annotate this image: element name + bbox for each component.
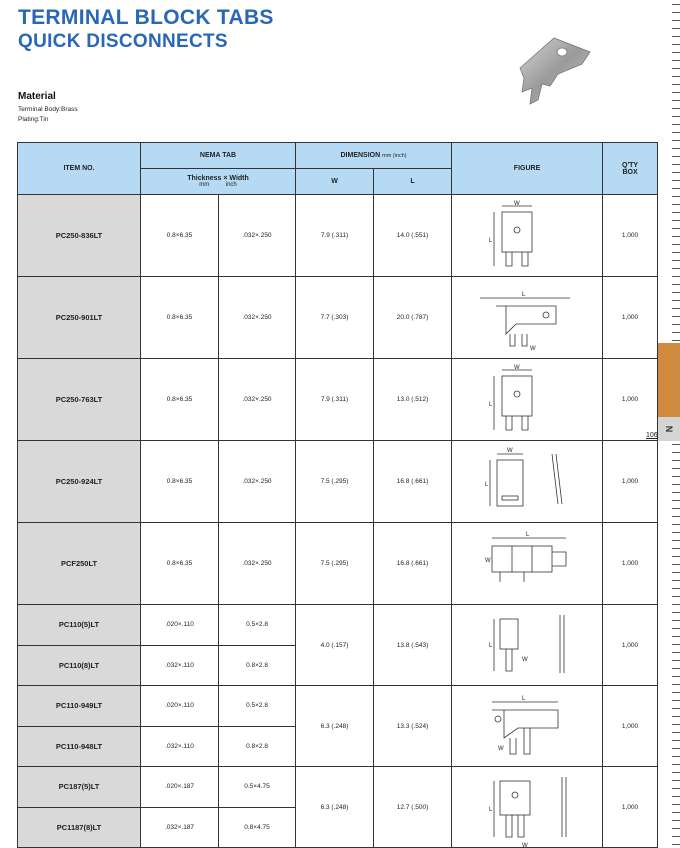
ruler-tick	[672, 492, 680, 493]
terminal-drawing	[452, 686, 602, 766]
item-no: PC110(5)LT	[18, 605, 141, 646]
ruler-tick	[672, 612, 680, 613]
ruler-tick	[672, 636, 680, 637]
dim-w: 7.5 (.295)	[296, 441, 374, 523]
svg-text:W: W	[514, 364, 520, 371]
table-row	[18, 767, 658, 808]
ruler-tick	[672, 740, 680, 741]
nema-inch: .020×.110	[141, 686, 219, 727]
nema-inch: .032×.250	[219, 523, 296, 605]
nema-inch: .032×.250	[219, 277, 296, 359]
ruler-tick	[672, 676, 680, 677]
header-figure: FIGURE	[452, 143, 603, 195]
qty-box: 1,000	[603, 605, 658, 686]
ruler-tick	[672, 564, 680, 565]
ruler-tick	[672, 36, 680, 37]
svg-text:L: L	[489, 237, 493, 244]
table-row	[18, 686, 658, 727]
nema-inch: .032×.110	[141, 645, 219, 686]
ruler-tick	[672, 692, 680, 693]
nema-inch: .032×.187	[141, 807, 219, 848]
dim-l: 14.0 (.551)	[374, 195, 452, 277]
svg-text:W: W	[498, 746, 504, 752]
dim-w: 4.0 (.157)	[296, 605, 374, 686]
ruler-tick	[672, 796, 680, 797]
page-subtitle: QUICK DISCONNECTS	[18, 31, 228, 52]
figure-cell	[452, 605, 603, 686]
ruler-tick	[672, 212, 680, 213]
ruler-tick	[672, 452, 680, 453]
figure-cell	[452, 359, 603, 441]
dim-l: 13.8 (.543)	[374, 605, 452, 686]
item-no: PC110(8)LT	[18, 645, 141, 686]
item-no: PC110-949LT	[18, 686, 141, 727]
ruler-tick	[672, 500, 680, 501]
nema-inch: .032×.250	[219, 195, 296, 277]
nema-mm: 0.5×2.8	[219, 686, 296, 727]
table-row	[18, 195, 658, 277]
ruler-tick	[672, 652, 680, 653]
dim-l: 13.3 (.524)	[374, 686, 452, 767]
ruler-tick	[672, 684, 680, 685]
section-tab	[658, 343, 680, 417]
ruler-tick	[672, 276, 680, 277]
header-w: W	[296, 169, 374, 195]
nema-mm: 0.8×4.75	[219, 807, 296, 848]
ruler-tick	[672, 132, 680, 133]
ruler-tick	[672, 804, 680, 805]
dim-w: 7.5 (.295)	[296, 523, 374, 605]
table-row	[18, 277, 658, 359]
terminal-drawing	[452, 605, 602, 685]
ruler-tick	[672, 332, 680, 333]
page-number: 106	[646, 432, 658, 439]
section-letter: N	[658, 417, 680, 441]
ruler-tick	[672, 724, 680, 725]
item-no: PC110-948LT	[18, 726, 141, 767]
qty-box: 1,000	[603, 767, 658, 848]
ruler-tick	[672, 700, 680, 701]
ruler-tick	[672, 548, 680, 549]
terminal-drawing	[452, 526, 602, 602]
qty-box: 1,000	[603, 441, 658, 523]
header-nema-tab: NEMA TAB	[141, 143, 296, 169]
ruler-tick	[672, 524, 680, 525]
figure-cell	[452, 195, 603, 277]
ruler-tick	[672, 780, 680, 781]
table-row	[18, 605, 658, 646]
ruler-tick	[672, 244, 680, 245]
ruler-tick	[672, 460, 680, 461]
ruler-tick	[672, 620, 680, 621]
svg-text:L: L	[522, 696, 526, 702]
ruler-tick	[672, 76, 680, 77]
ruler-tick	[672, 44, 680, 45]
figure-cell	[452, 441, 603, 523]
dim-w: 6.3 (.248)	[296, 767, 374, 848]
qty-box: 1,000	[603, 359, 658, 441]
terminal-drawing	[452, 280, 602, 356]
ruler-tick	[672, 100, 680, 101]
ruler-tick	[672, 124, 680, 125]
ruler-tick	[672, 732, 680, 733]
item-no: PC1187(8)LT	[18, 807, 141, 848]
product-table	[17, 142, 658, 848]
nema-mm: 0.8×6.35	[141, 441, 219, 523]
ruler-tick	[672, 484, 680, 485]
ruler-tick	[672, 204, 680, 205]
ruler-tick	[672, 316, 680, 317]
ruler-tick	[672, 628, 680, 629]
ruler-tick	[672, 268, 680, 269]
item-no: PC250-924LT	[18, 441, 141, 523]
dim-l: 20.0 (.787)	[374, 277, 452, 359]
ruler-tick	[672, 716, 680, 717]
ruler-tick	[672, 108, 680, 109]
ruler-tick	[672, 196, 680, 197]
dim-w: 7.7 (.303)	[296, 277, 374, 359]
ruler-tick	[672, 324, 680, 325]
ruler-tick	[672, 668, 680, 669]
table-row	[18, 441, 658, 523]
terminal-drawing	[452, 198, 602, 274]
ruler-tick	[672, 572, 680, 573]
qty-box: 1,000	[603, 195, 658, 277]
nema-inch: .020×.187	[141, 767, 219, 808]
ruler-tick	[672, 516, 680, 517]
ruler-tick	[672, 4, 680, 5]
ruler-tick	[672, 300, 680, 301]
dim-l: 13.0 (.512)	[374, 359, 452, 441]
ruler-tick	[672, 140, 680, 141]
ruler-tick	[672, 116, 680, 117]
ruler-tick	[672, 52, 680, 53]
ruler-tick	[672, 164, 680, 165]
figure-cell	[452, 523, 603, 605]
ruler-tick	[672, 660, 680, 661]
ruler-tick	[672, 292, 680, 293]
svg-text:L: L	[489, 401, 493, 408]
ruler-tick	[672, 772, 680, 773]
ruler-tick	[672, 580, 680, 581]
ruler-tick	[672, 236, 680, 237]
ruler-tick	[672, 148, 680, 149]
dim-w: 6.3 (.248)	[296, 686, 374, 767]
nema-mm: 0.8×6.35	[141, 195, 219, 277]
ruler-tick	[672, 84, 680, 85]
svg-text:L: L	[526, 531, 530, 538]
svg-text:W: W	[530, 345, 536, 352]
page-title: TERMINAL BLOCK TABS	[18, 6, 274, 29]
item-no: PC187(5)LT	[18, 767, 141, 808]
svg-text:W: W	[522, 843, 528, 847]
nema-mm: 0.5×2.8	[219, 605, 296, 646]
nema-inch: .032×.250	[219, 441, 296, 523]
ruler-tick	[672, 220, 680, 221]
terminal-tab-photo	[492, 30, 612, 110]
header-dimension: DIMENSION mm (inch)	[296, 143, 452, 169]
ruler-tick	[672, 764, 680, 765]
ruler-tick	[672, 748, 680, 749]
ruler-tick	[672, 68, 680, 69]
nema-inch: .020×.110	[141, 605, 219, 646]
nema-mm: 0.8×6.35	[141, 359, 219, 441]
ruler-tick	[672, 532, 680, 533]
dim-l: 16.8 (.661)	[374, 441, 452, 523]
ruler-tick	[672, 92, 680, 93]
ruler-tick	[672, 444, 680, 445]
ruler-tick	[672, 508, 680, 509]
terminal-drawing	[452, 767, 602, 847]
item-no: PC250-836LT	[18, 195, 141, 277]
ruler-tick	[672, 60, 680, 61]
ruler-tick	[672, 828, 680, 829]
ruler-tick	[672, 476, 680, 477]
item-no: PC250-901LT	[18, 277, 141, 359]
ruler-tick	[672, 708, 680, 709]
ruler-tick	[672, 596, 680, 597]
ruler-tick	[672, 812, 680, 813]
ruler-tick	[672, 28, 680, 29]
figure-cell	[452, 686, 603, 767]
nema-mm: 0.8×6.35	[141, 277, 219, 359]
ruler-tick	[672, 260, 680, 261]
header-l: L	[374, 169, 452, 195]
nema-mm: 0.8×2.8	[219, 645, 296, 686]
nema-inch: .032×.110	[141, 726, 219, 767]
header-qty-box: Q'TY BOX	[603, 143, 658, 195]
dim-w: 7.9 (.311)	[296, 195, 374, 277]
ruler-tick	[672, 284, 680, 285]
material-body: Terminal Body:Brass	[18, 106, 78, 113]
qty-box: 1,000	[603, 523, 658, 605]
nema-mm: 0.8×6.35	[141, 523, 219, 605]
ruler-tick	[672, 756, 680, 757]
qty-box: 1,000	[603, 686, 658, 767]
ruler-tick	[672, 188, 680, 189]
ruler-tick	[672, 308, 680, 309]
svg-text:W: W	[514, 200, 520, 207]
ruler-tick	[672, 820, 680, 821]
ruler-tick	[672, 252, 680, 253]
ruler-tick	[672, 340, 680, 341]
ruler-tick	[672, 20, 680, 21]
terminal-drawing	[452, 444, 602, 520]
terminal-drawing	[452, 362, 602, 438]
ruler-tick	[672, 588, 680, 589]
material-heading: Material	[18, 91, 56, 102]
ruler-tick	[672, 172, 680, 173]
ruler-tick	[672, 156, 680, 157]
header-item-no: ITEM NO.	[18, 143, 141, 195]
svg-text:W: W	[522, 657, 528, 663]
svg-text:W: W	[485, 557, 491, 564]
ruler-tick	[672, 540, 680, 541]
table-row	[18, 523, 658, 605]
ruler-tick	[672, 604, 680, 605]
ruler-tick	[672, 180, 680, 181]
dim-l: 12.7 (.500)	[374, 767, 452, 848]
svg-text:L: L	[489, 643, 493, 649]
item-no: PC250-763LT	[18, 359, 141, 441]
ruler-tick	[672, 12, 680, 13]
item-no: PCF250LT	[18, 523, 141, 605]
ruler-tick	[672, 644, 680, 645]
header-thickness-width: Thickness × Width mm inch	[141, 169, 296, 195]
svg-text:L: L	[522, 291, 526, 298]
svg-text:L: L	[485, 481, 489, 488]
ruler-tick	[672, 228, 680, 229]
ruler-tick	[672, 788, 680, 789]
figure-cell	[452, 767, 603, 848]
ruler-tick	[672, 468, 680, 469]
ruler-tick	[672, 836, 680, 837]
dim-w: 7.9 (.311)	[296, 359, 374, 441]
ruler-tick	[672, 556, 680, 557]
svg-text:L: L	[489, 807, 493, 813]
svg-text:W: W	[507, 447, 513, 454]
qty-box: 1,000	[603, 277, 658, 359]
nema-inch: .032×.250	[219, 359, 296, 441]
dim-l: 16.8 (.661)	[374, 523, 452, 605]
ruler-tick	[672, 844, 680, 845]
nema-mm: 0.8×2.8	[219, 726, 296, 767]
table-row	[18, 359, 658, 441]
material-plating: Plating:Tin	[18, 116, 49, 123]
nema-mm: 0.5×4.75	[219, 767, 296, 808]
figure-cell	[452, 277, 603, 359]
